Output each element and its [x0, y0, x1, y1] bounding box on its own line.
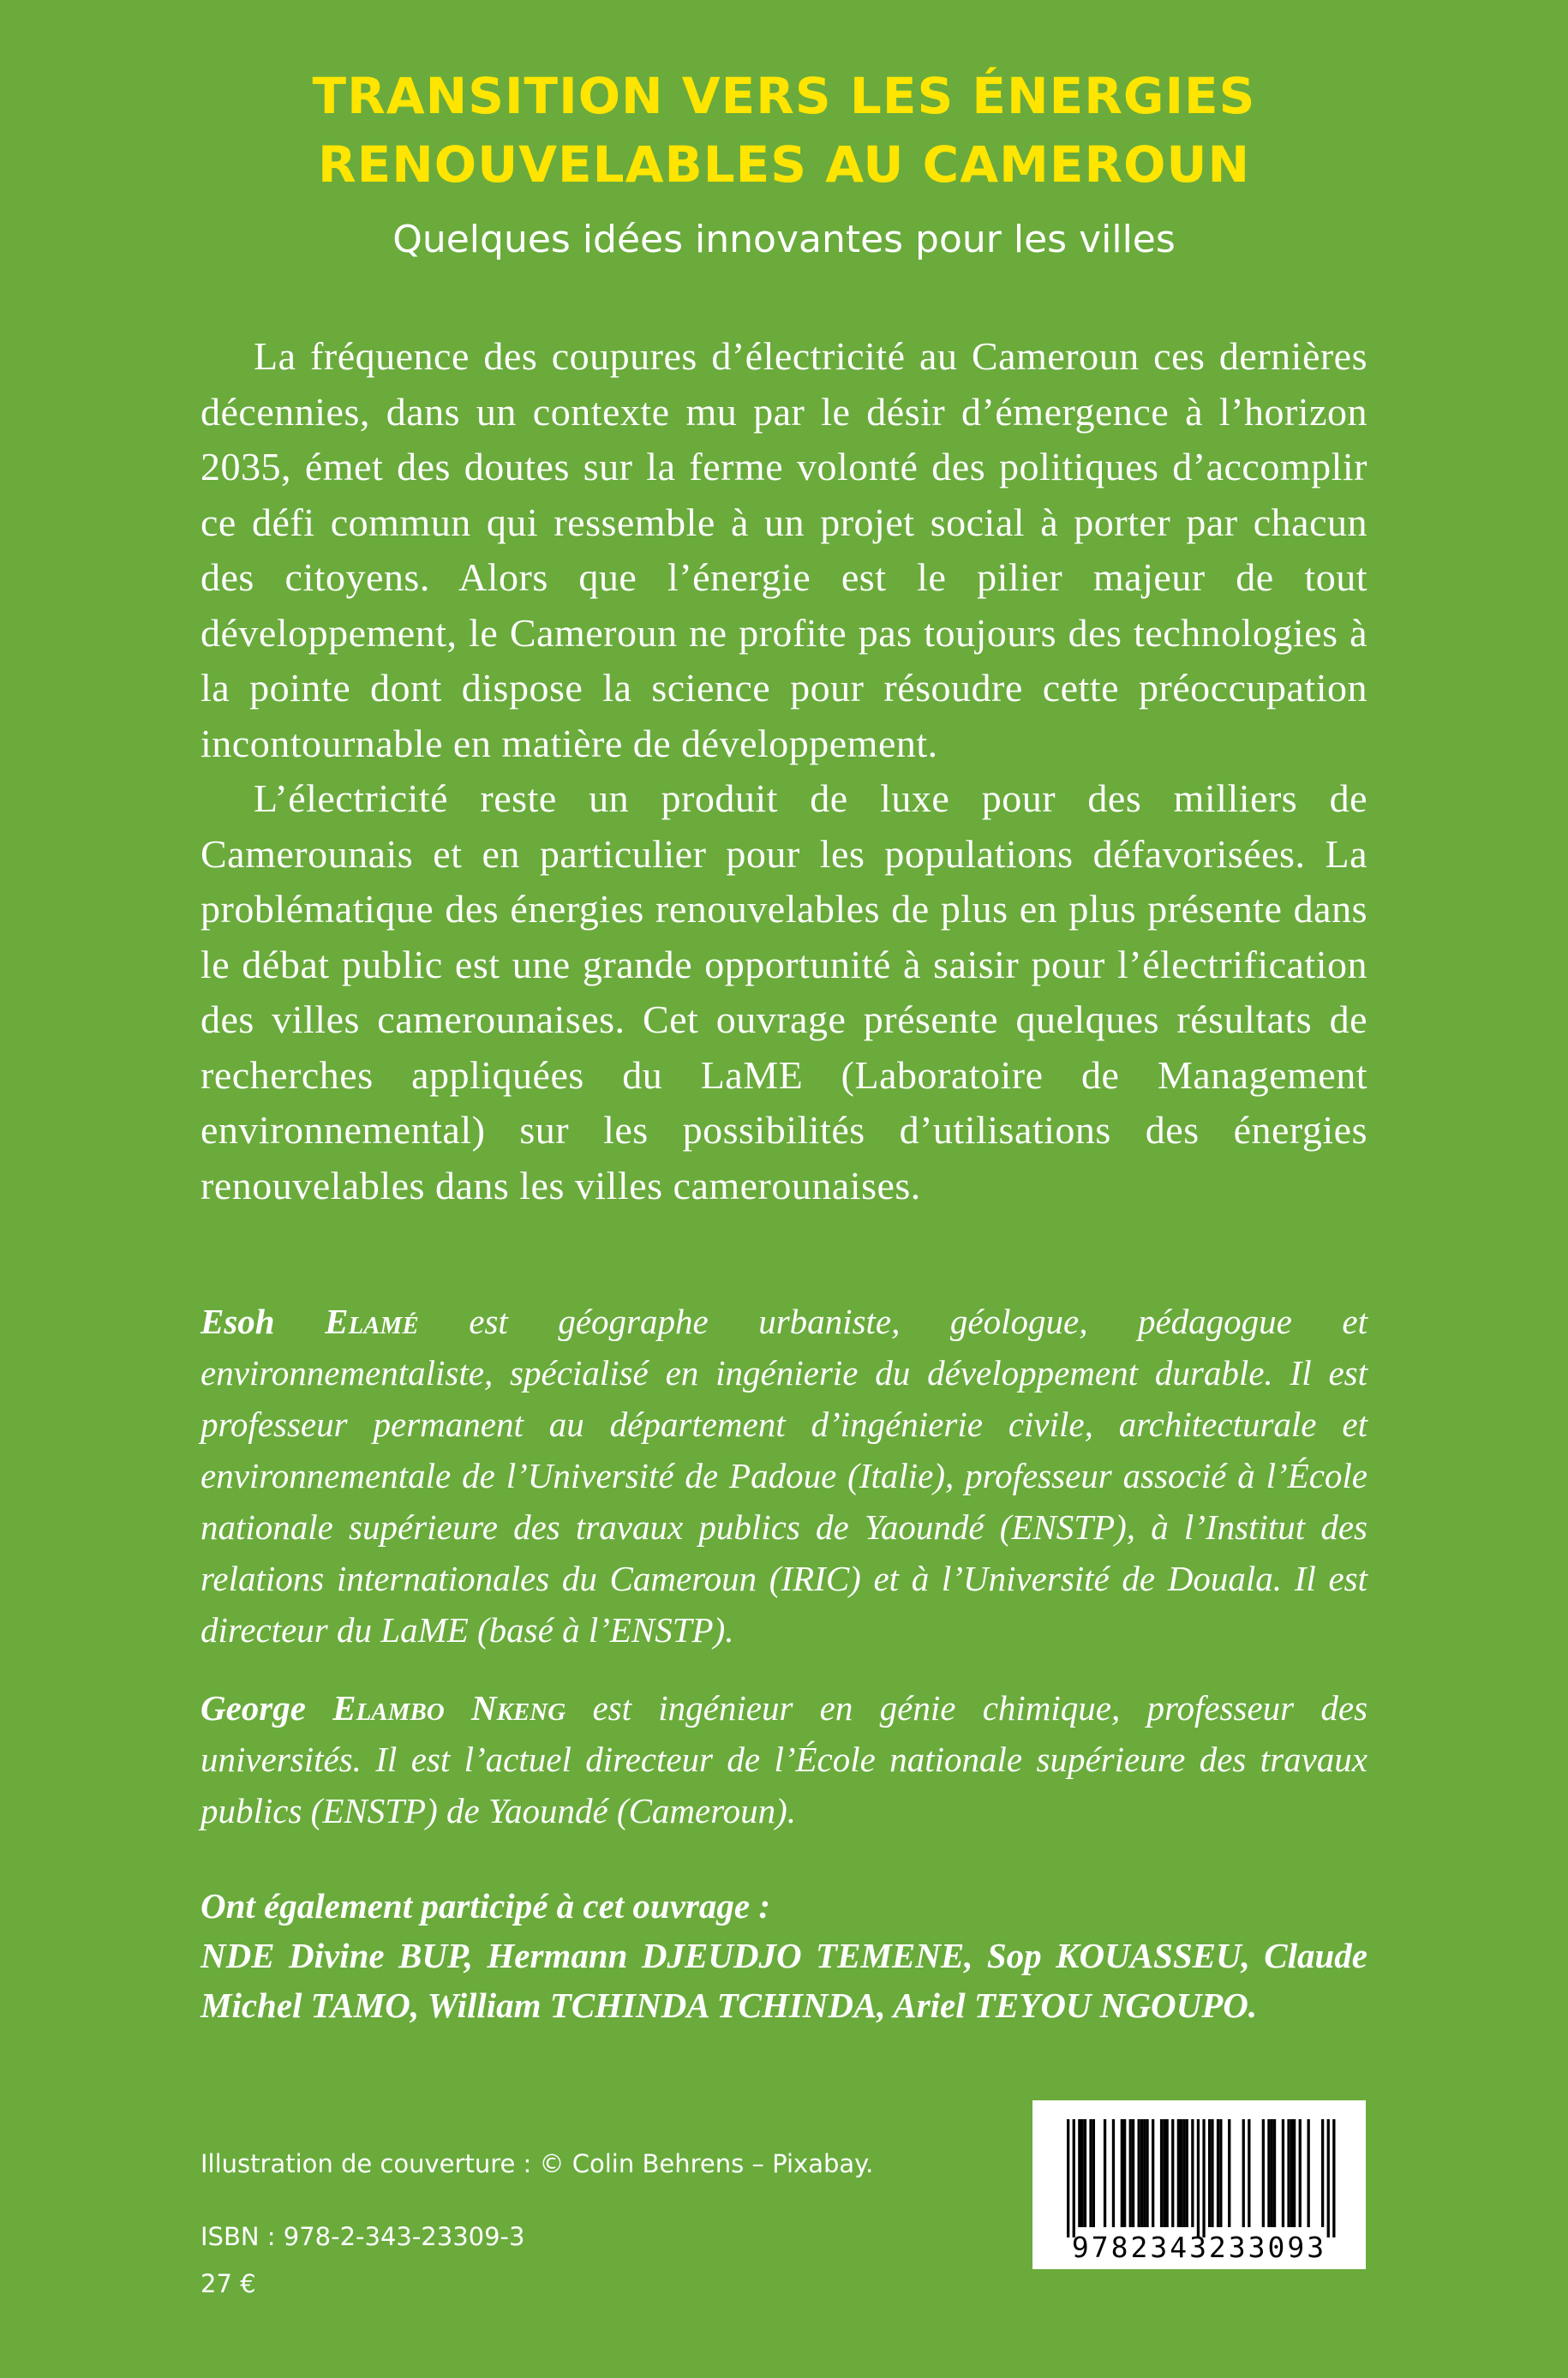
- barcode-bar: [1248, 2119, 1250, 2227]
- barcode-bar: [1123, 2119, 1126, 2227]
- barcode-bar: [1121, 2119, 1123, 2227]
- barcode-bar: [1293, 2119, 1296, 2227]
- contributors-heading: Ont également participé à cet ouvrage :: [200, 1886, 770, 1926]
- book-title-line-1: TRANSITION VERS LES ÉNERGIES: [312, 67, 1256, 125]
- author-2-first-name: George: [200, 1688, 306, 1728]
- barcode-bar: [1267, 2119, 1270, 2227]
- barcode-bar: [1202, 2119, 1205, 2237]
- barcode-bar: [1321, 2119, 1324, 2227]
- barcode-bar: [1332, 2119, 1335, 2237]
- barcode-bar: [1089, 2119, 1092, 2227]
- barcode-bar: [1171, 2119, 1174, 2227]
- price: 27 €: [200, 2269, 256, 2298]
- barcode-bar: [1073, 2119, 1075, 2237]
- barcode-bar: [1211, 2119, 1213, 2227]
- barcode-bar: [1104, 2119, 1106, 2227]
- book-title-line-2: RENOUVELABLES AU CAMEROUN: [317, 135, 1251, 194]
- author-1-last-name: Elamé: [325, 1302, 419, 1341]
- barcode-bar: [1129, 2119, 1132, 2227]
- book-subtitle: Quelques idées innovantes pour les villes: [392, 218, 1176, 261]
- barcode-bar: [1160, 2119, 1163, 2227]
- barcode-bar: [1197, 2119, 1200, 2237]
- barcode-bar: [1262, 2119, 1265, 2227]
- barcode-bar: [1290, 2119, 1293, 2227]
- barcode-bar: [1186, 2119, 1188, 2227]
- barcode: [1032, 2100, 1366, 2269]
- summary-paragraph-2: L’électricité reste un produit de luxe pour des milliers de Camerounais et en particulier pour les populations défavorisées. La problématique des énergies renouvelables de plus en plus présente dans le débat public est une grande opportunité à saisir pour l’électrification des villes camerounaises. Cet ouvrage présente quelques résultats de recherches appliquées du LaME (Laboratoire de Management environnemental) sur les possibilités d’utilisations des énergies renouvelables dans les villes camerounaises.: [200, 776, 1368, 1207]
- barcode-bar: [1271, 2119, 1273, 2227]
- barcode-bar: [1140, 2119, 1143, 2227]
- author-2-last-name: Elambo Nkeng: [332, 1688, 566, 1728]
- author-2-bio-text: est ingénieur en génie chimique, professeur des universités. Il est l’actuel directeur de l’École nationale supérieure des travaux publics (ENSTP) de Yaoundé (Cameroun).: [200, 1688, 1368, 1830]
- barcode-bar: [1191, 2119, 1194, 2227]
- barcode-bar: [1180, 2119, 1182, 2227]
- barcode-bar: [1084, 2119, 1086, 2227]
- contributors: [200, 1881, 1368, 2030]
- author-bio-2: [200, 1682, 1368, 1836]
- barcode-bar: [1152, 2119, 1154, 2227]
- barcode-bar: [1146, 2119, 1148, 2227]
- barcode-digits: 9782343233093: [1071, 2231, 1327, 2264]
- barcode-bar: [1219, 2119, 1222, 2227]
- barcode-bar: [1112, 2119, 1115, 2227]
- barcode-bar: [1299, 2119, 1302, 2227]
- book-title: [0, 62, 1568, 199]
- barcode-bar: [1273, 2119, 1276, 2227]
- barcode-bar: [1287, 2119, 1290, 2227]
- barcode-bar: [1217, 2119, 1219, 2227]
- barcode-bar: [1143, 2119, 1146, 2227]
- author-1-bio-text: est géographe urbaniste, géologue, pédagogue et environnementaliste, spécialisé en ingénierie du développement durable. Il est professeur permanent au département d’ingénierie civile, architecturale et environnementale de l’Université de Padoue (Italie), professeur associé à l’École nationale supérieure des travaux publics de Yaoundé (ENSTP), à l’Institut des relations internationales du Cameroun (IRIC) et à l’Université de Douala. Il est directeur du LaME (basé à l’ENSTP).: [200, 1302, 1368, 1650]
- barcode-bar: [1282, 2119, 1284, 2227]
- cover-illustration-credit: Illustration de couverture : © Colin Behrens – Pixabay.: [200, 2149, 874, 2178]
- summary-paragraph-1: La fréquence des coupures d’électricité au Cameroun ces dernières décennies, dans un contexte mu par le désir d’émergence à l’horizon 2035, émet des doutes sur la ferme volonté des politiques d’accomplir ce défi commun qui ressemble à un projet social à porter par chacun des citoyens. Alors que l’énergie est le pilier majeur de tout développement, le Cameroun ne profite pas toujours des technologies à la pointe dont dispose la science pour résoudre cette préoccupation incontournable en matière de développement.: [200, 334, 1368, 765]
- barcode-bar: [1327, 2119, 1330, 2237]
- barcode-bar: [1242, 2119, 1245, 2227]
- barcode-bar: [1081, 2119, 1084, 2227]
- author-bio-1: [200, 1296, 1368, 1656]
- contributors-names: NDE Divine BUP, Hermann DJEUDJO TEMENE, Sop KOUASSEU, Claude Michel TAMO, William TCHINDA TCHINDA, Ariel TEYOU NGOUPO.: [200, 1936, 1368, 2025]
- summary-text: [200, 329, 1368, 1213]
- barcode-bar: [1163, 2119, 1165, 2227]
- barcode-bar: [1208, 2119, 1211, 2227]
- isbn: ISBN : 978-2-343-23309-3: [200, 2222, 525, 2251]
- barcode-bar: [1138, 2119, 1140, 2227]
- barcode-bar: [1228, 2119, 1230, 2227]
- barcode-bar: [1177, 2119, 1180, 2227]
- barcode-bar: [1078, 2119, 1080, 2227]
- author-1-first-name: Esoh: [200, 1302, 275, 1341]
- barcode-bar: [1182, 2119, 1185, 2227]
- barcode-bar: [1166, 2119, 1169, 2227]
- barcode-bar: [1067, 2119, 1069, 2237]
- barcode-bar: [1092, 2119, 1095, 2227]
- barcode-bar: [1308, 2119, 1310, 2227]
- barcode-bar: [1132, 2119, 1134, 2227]
